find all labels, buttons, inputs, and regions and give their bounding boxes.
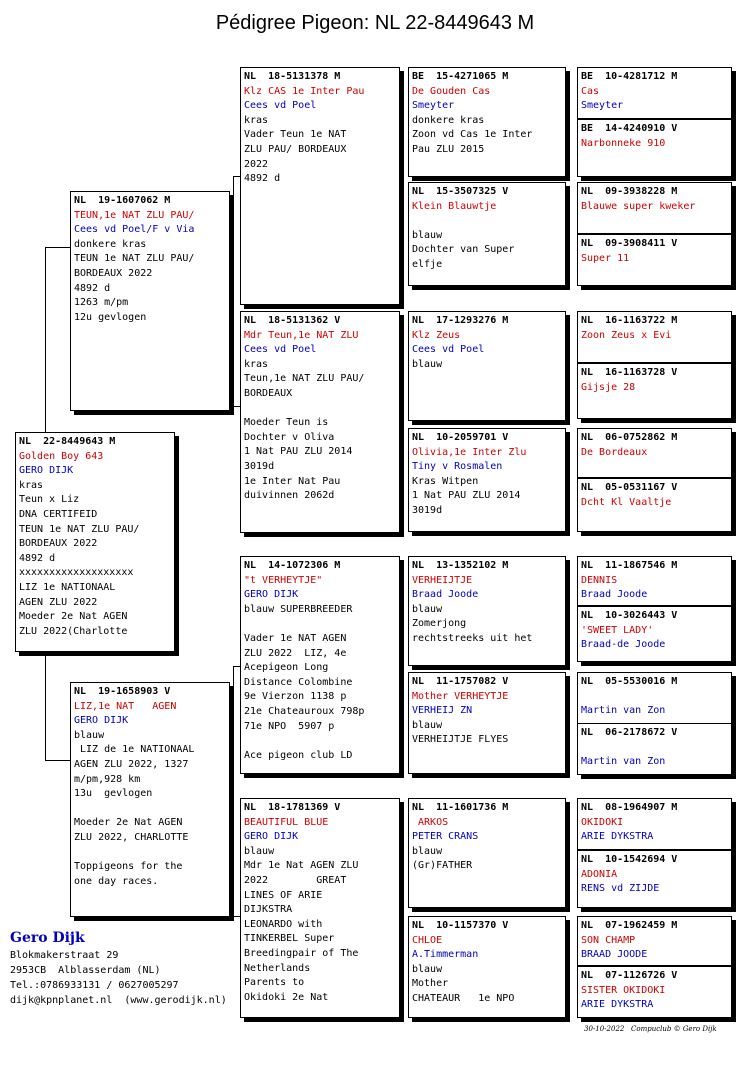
connector-line: [45, 247, 70, 248]
owner-address-line: 2953CB Alblasserdam (NL): [10, 965, 161, 976]
card-line: VERHEIJTJE FLYES: [412, 734, 509, 746]
card-lines: [412, 816, 562, 874]
card-line: [74, 802, 226, 817]
card-line: De Bordeaux: [581, 446, 648, 458]
card-line: blauw: [244, 845, 275, 857]
card-lines: [581, 624, 728, 653]
card-line: Klz Zeus: [412, 329, 461, 341]
card-lines: [19, 450, 171, 640]
card-line: Super 11: [581, 252, 630, 264]
card-line: 1e Inter Nat Pau: [244, 475, 341, 487]
card-line: kras: [19, 479, 44, 491]
card-line: DIJKSTRA: [244, 904, 293, 916]
ring-number: NL 10-1542694 V: [581, 854, 678, 865]
card-line: ADONIA: [581, 868, 618, 880]
card-line: 1263 m/pm: [74, 297, 129, 309]
card-line: kras: [244, 358, 269, 370]
footer-credit: 30-10-2022 Compuclub © Gero Dijk: [584, 1025, 717, 1033]
ring-number: NL 06-0752862 M: [581, 432, 678, 443]
card-lines: [581, 984, 728, 1013]
ring-number: NL 11-1757082 V: [412, 676, 509, 687]
card-line: BRAAD JOODE: [581, 949, 648, 961]
card-line: Dcht Kl Vaaltje: [581, 496, 672, 508]
card-line: 1 Nat PAU ZLU 2014: [412, 490, 521, 502]
card-line: Kras Witpen: [412, 475, 479, 487]
card-line: [412, 214, 562, 229]
card-line: "t VERHEYTJE": [244, 574, 323, 586]
ring-number: NL 16-1163728 V: [581, 367, 678, 378]
card-line: elfje: [412, 258, 443, 270]
card-line: ZLU 2022, CHARLOTTE: [74, 831, 189, 843]
ring-number: NL 19-1607062 M: [74, 195, 171, 206]
card-lines: [581, 816, 728, 845]
card-line: Teun x Liz: [19, 494, 80, 506]
connector-line: [233, 406, 240, 407]
card-line: Olivia,1e Inter Zlu: [412, 446, 527, 458]
card-line: GERO DIJK: [74, 715, 129, 727]
card-line: GERO DIJK: [244, 831, 299, 843]
card-line: ARIE DYKSTRA: [581, 831, 654, 843]
card-lines: [581, 200, 728, 215]
card-lines: [581, 690, 728, 719]
ring-number: NL 11-1601736 M: [412, 802, 509, 813]
great-grandparent-card: [408, 428, 566, 532]
card-line: PETER CRANS: [412, 831, 479, 843]
card-lines: [581, 868, 728, 897]
card-line: [244, 402, 396, 417]
card-lines: [581, 446, 728, 461]
ring-number: NL 10-2059701 V: [412, 432, 509, 443]
card-line: 4892 d: [19, 552, 56, 564]
card-line: 'SWEET LADY': [581, 624, 654, 636]
card-line: Pau ZLU 2015: [412, 143, 485, 155]
card-line: 21e Chateauroux 798p: [244, 705, 365, 717]
card-line: ARIE DYKSTRA: [581, 999, 654, 1011]
card-line: 4892 d: [74, 282, 111, 294]
card-line: Toppigeons for the: [74, 861, 183, 873]
card-line: kras: [244, 114, 269, 126]
card-lines: [581, 496, 728, 511]
ancestor-card: [577, 798, 732, 850]
card-line: Smeyter: [581, 100, 624, 112]
connector-line: [233, 176, 240, 177]
card-lines: [581, 741, 728, 770]
card-line: Dochter v Oliva: [244, 431, 335, 443]
ring-number: NL 10-1157370 V: [412, 920, 509, 931]
card-line: Gijsje 28: [581, 381, 636, 393]
card-line: Moeder 2e Nat AGEN: [19, 611, 128, 623]
card-line: CHATEAUR 1e NPO: [412, 992, 515, 1004]
card-line: BORDEAUX: [244, 387, 293, 399]
subject-pigeon-card: [15, 432, 175, 652]
card-lines: [74, 700, 226, 890]
ring-number: NL 09-3938228 M: [581, 186, 678, 197]
card-line: Moeder 2e Nat AGEN: [74, 817, 183, 829]
connector-line: [45, 650, 46, 760]
card-lines: [581, 137, 728, 152]
ancestor-card: [577, 723, 732, 775]
ring-number: NL 18-1781369 V: [244, 802, 341, 813]
card-line: one day races.: [74, 875, 159, 887]
card-lines: [412, 574, 562, 647]
card-line: Cees vd Poel/F v Via: [74, 224, 195, 236]
grandparent-card: [240, 311, 400, 533]
card-line: Acepigeon Long: [244, 662, 329, 674]
card-line: ARKOS: [412, 816, 449, 828]
connector-line: [233, 916, 240, 917]
ring-number: NL 18-5131362 V: [244, 315, 341, 326]
card-lines: [412, 200, 562, 273]
card-line: Mdr Teun,1e NAT ZLU: [244, 329, 359, 341]
ancestor-card: [577, 478, 732, 532]
card-lines: [244, 816, 396, 1006]
owner-contact-block: [10, 928, 227, 1008]
ring-number: NL 16-1163722 M: [581, 315, 678, 326]
card-line: Narbonneke 910: [581, 137, 666, 149]
ring-number: NL 19-1658903 V: [74, 686, 171, 697]
card-line: Distance Colombine: [244, 676, 353, 688]
card-line: Smeyter: [412, 100, 455, 112]
card-line: DNA CERTIFEID: [19, 508, 98, 520]
ancestor-card: [577, 850, 732, 908]
card-line: donkere kras: [74, 238, 147, 250]
card-line: 1 Nat PAU ZLU 2014: [244, 446, 353, 458]
card-line: [244, 617, 396, 632]
card-lines: [412, 934, 562, 1007]
owner-name: Gero Dijk: [10, 930, 85, 946]
card-line: (Gr)FATHER: [412, 860, 473, 872]
parent-card-sire: [70, 191, 230, 411]
card-line: GERO DIJK: [19, 465, 74, 477]
great-grandparent-card: [408, 916, 566, 1018]
card-line: Cees vd Poel: [412, 344, 485, 356]
card-line: DENNIS: [581, 574, 618, 586]
card-line: LIZ 1e NATIONAAL: [19, 581, 116, 593]
connector-line: [233, 176, 234, 406]
card-line: rechtstreeks uit het: [412, 632, 533, 644]
card-line: 71e NPO 5907 p: [244, 720, 335, 732]
card-line: blauw: [412, 358, 443, 370]
card-line: Braad Joode: [581, 589, 648, 601]
card-line: duivinnen 2062d: [244, 490, 335, 502]
card-lines: [581, 574, 728, 603]
card-line: Braad-de Joode: [581, 639, 666, 651]
card-line: TEUN 1e NAT ZLU PAU/: [74, 253, 195, 265]
card-line: blauw: [412, 229, 443, 241]
great-grandparent-card: [408, 67, 566, 177]
ring-number: BE 10-4281712 M: [581, 71, 678, 82]
card-lines: [581, 252, 728, 267]
card-line: Tiny v Rosmalen: [412, 461, 503, 473]
card-line: 12u gevlogen: [74, 311, 147, 323]
ring-number: NL 14-1072306 M: [244, 560, 341, 571]
card-line: SON CHAMP: [581, 934, 636, 946]
card-lines: [581, 329, 728, 344]
card-line: Netherlands: [244, 962, 311, 974]
card-line: 9e Vierzon 1138 p: [244, 691, 347, 703]
card-line: AGEN ZLU 2022: [19, 596, 98, 608]
card-line: Breedingpair of The: [244, 947, 359, 959]
card-line: AGEN ZLU 2022, 1327: [74, 758, 189, 770]
connector-line: [233, 666, 240, 667]
connector-line: [45, 760, 70, 761]
card-line: LINES OF ARIE: [244, 889, 323, 901]
owner-address-line: Blokmakerstraat 29: [10, 950, 119, 961]
ring-number: NL 06-2178672 V: [581, 727, 678, 738]
ancestor-card: [577, 916, 732, 966]
ancestor-card: [577, 363, 732, 419]
card-line: Klein Blauwtje: [412, 200, 497, 212]
ancestor-card: [577, 556, 732, 606]
ring-number: BE 14-4240910 V: [581, 123, 678, 134]
card-line: [581, 741, 728, 756]
card-line: VERHEIJTJE: [412, 574, 473, 586]
card-line: LIZ,1e NAT AGEN: [74, 700, 177, 712]
card-line: Mother VERHEYTJE: [412, 690, 509, 702]
parent-card-dam: [70, 682, 230, 917]
card-line: blauw: [412, 845, 443, 857]
ring-number: NL 07-1962459 M: [581, 920, 678, 931]
ring-number: NL 22-8449643 M: [19, 436, 116, 447]
ancestor-card: [577, 672, 732, 724]
card-lines: [244, 329, 396, 504]
card-line: [581, 690, 728, 705]
card-lines: [412, 690, 562, 748]
card-line: Dochter van Super: [412, 244, 515, 256]
card-line: blauw: [412, 603, 443, 615]
card-line: RENS vd ZIJDE: [581, 883, 660, 895]
card-lines: [74, 209, 226, 326]
card-line: Zomerjong: [412, 618, 467, 630]
ancestor-card: [577, 606, 732, 662]
ring-number: NL 05-0531167 V: [581, 482, 678, 493]
great-grandparent-card: [408, 798, 566, 908]
card-line: Blauwe super kweker: [581, 200, 696, 212]
ring-number: NL 18-5131378 M: [244, 71, 341, 82]
owner-phone-line: Tel.:0786933131 / 0627005297: [10, 980, 179, 991]
card-line: [244, 734, 396, 749]
card-line: 3019d: [244, 460, 275, 472]
card-line: LEONARDO with: [244, 918, 323, 930]
great-grandparent-card: [408, 556, 566, 666]
card-line: Zoon Zeus x Evi: [581, 329, 672, 341]
card-line: Golden Boy 643: [19, 450, 104, 462]
card-line: 2022: [244, 158, 269, 170]
ancestor-card: [577, 311, 732, 363]
card-line: ZLU PAU/ BORDEAUX: [244, 143, 347, 155]
card-line: Martin van Zon: [581, 756, 666, 768]
ring-number: NL 07-1126726 V: [581, 970, 678, 981]
card-line: ZLU 2022(Charlotte: [19, 625, 128, 637]
card-line: TEUN,1e NAT ZLU PAU/: [74, 209, 195, 221]
page-title: Pédigree Pigeon: NL 22-8449643 M: [215, 12, 535, 34]
card-line: Vader Teun 1e NAT: [244, 129, 347, 141]
card-line: blauw: [412, 963, 443, 975]
card-line: Ace pigeon club LD: [244, 749, 353, 761]
card-line: BORDEAUX 2022: [74, 267, 153, 279]
card-line: [74, 846, 226, 861]
ancestor-card: [577, 182, 732, 234]
card-line: ZLU 2022 LIZ, 4e: [244, 647, 347, 659]
card-line: Cas: [581, 85, 600, 97]
card-line: Mdr 1e Nat AGEN ZLU: [244, 860, 359, 872]
card-line: Vader 1e NAT AGEN: [244, 632, 347, 644]
card-line: Cees vd Poel: [244, 344, 317, 356]
card-line: Parents to: [244, 977, 305, 989]
card-line: Cees vd Poel: [244, 100, 317, 112]
ancestor-card: [577, 67, 732, 119]
card-line: 4892 d: [244, 173, 281, 185]
card-lines: [581, 85, 728, 114]
card-line: Martin van Zon: [581, 705, 666, 717]
great-grandparent-card: [408, 311, 566, 421]
card-line: 2022 GREAT: [244, 874, 347, 886]
ring-number: NL 05-5530016 M: [581, 676, 678, 687]
ring-number: NL 08-1964907 M: [581, 802, 678, 813]
card-line: blauw: [74, 729, 105, 741]
card-line: GERO DIJK: [244, 589, 299, 601]
card-lines: [244, 574, 396, 764]
great-grandparent-card: [408, 672, 566, 774]
card-line: SISTER OKIDOKI: [581, 984, 666, 996]
ring-number: NL 11-1867546 M: [581, 560, 678, 571]
card-line: 13u gevlogen: [74, 788, 153, 800]
card-lines: [581, 934, 728, 963]
grandparent-card: [240, 67, 400, 305]
card-line: Teun,1e NAT ZLU PAU/: [244, 373, 365, 385]
ring-number: BE 15-4271065 M: [412, 71, 509, 82]
card-line: Moeder Teun is: [244, 417, 329, 429]
card-line: TINKERBEL Super: [244, 933, 335, 945]
card-line: A.Timmerman: [412, 949, 479, 961]
card-lines: [244, 85, 396, 187]
card-line: BEAUTIFUL BLUE: [244, 816, 329, 828]
card-line: 3019d: [412, 504, 443, 516]
grandparent-card: [240, 798, 400, 1018]
card-lines: [581, 381, 728, 396]
card-line: donkere kras: [412, 114, 485, 126]
card-line: Mother: [412, 978, 449, 990]
card-line: TEUN 1e NAT ZLU PAU/: [19, 523, 140, 535]
card-line: OKIDOKI: [581, 816, 624, 828]
card-lines: [412, 85, 562, 158]
ancestor-card: [577, 966, 732, 1018]
card-line: blauw: [412, 719, 443, 731]
card-line: VERHEIJ ZN: [412, 705, 473, 717]
ring-number: NL 15-3507325 V: [412, 186, 509, 197]
connector-line: [45, 247, 46, 432]
ancestor-card: [577, 119, 732, 177]
card-line: CHLOE: [412, 934, 443, 946]
great-grandparent-card: [408, 182, 566, 286]
card-line: Okidoki 2e Nat: [244, 991, 329, 1003]
card-line: BORDEAUX 2022: [19, 538, 98, 550]
ring-number: NL 13-1352102 M: [412, 560, 509, 571]
ring-number: NL 10-3026443 V: [581, 610, 678, 621]
card-line: Zoon vd Cas 1e Inter: [412, 129, 533, 141]
card-line: m/pm,928 km: [74, 773, 141, 785]
card-line: LIZ de 1e NATIONAAL: [74, 744, 195, 756]
ancestor-card: [577, 234, 732, 286]
card-line: blauw SUPERBREEDER: [244, 603, 353, 615]
owner-email-line: dijk@kpnplanet.nl (www.gerodijk.nl): [10, 995, 227, 1006]
connector-line: [233, 666, 234, 916]
card-line: Klz CAS 1e Inter Pau: [244, 85, 365, 97]
card-lines: [412, 329, 562, 373]
card-lines: [412, 446, 562, 519]
card-line: xxxxxxxxxxxxxxxxxxx: [19, 567, 134, 579]
ring-number: NL 09-3908411 V: [581, 238, 678, 249]
ring-number: NL 17-1293276 M: [412, 315, 509, 326]
grandparent-card: [240, 556, 400, 774]
card-line: Braad Joode: [412, 589, 479, 601]
ancestor-card: [577, 428, 732, 478]
card-line: De Gouden Cas: [412, 85, 491, 97]
